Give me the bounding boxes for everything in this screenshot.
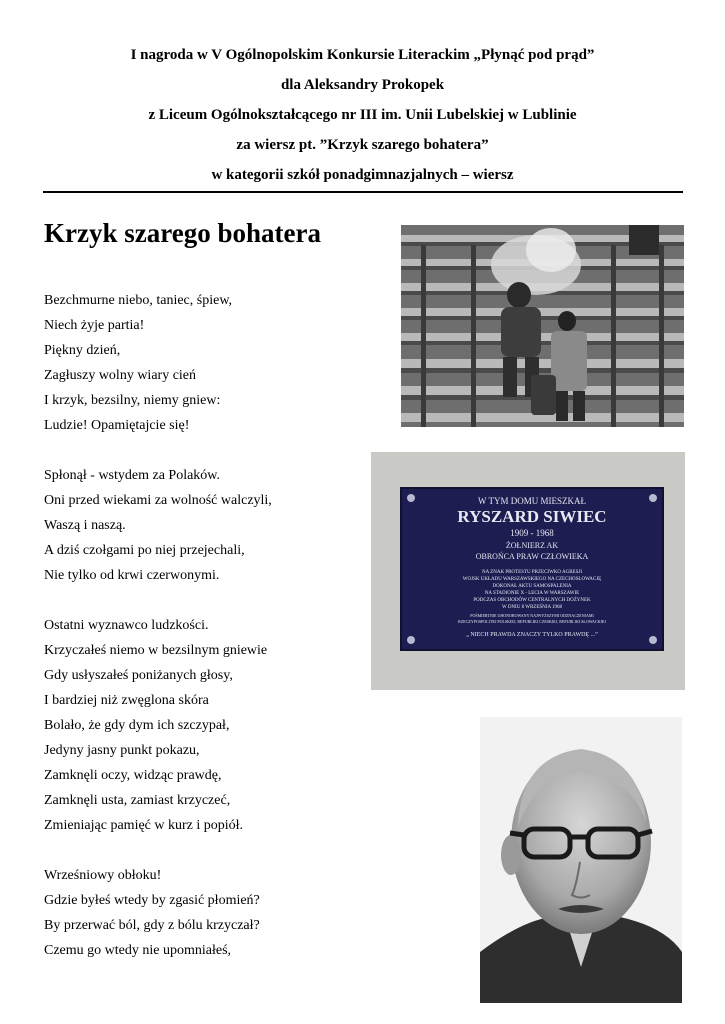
memorial-plaque-photo <box>371 452 685 690</box>
stanza <box>44 288 364 438</box>
header-line: za wiersz pt. ”Krzyk szarego bohatera” <box>236 137 489 153</box>
plaque-line: OBROŃCA PRAW CZŁOWIEKA <box>475 552 589 561</box>
verse-line: Jedyny jasny punkt pokazu, <box>44 743 200 758</box>
verse-line: Gdy usłyszałeś poniżanych głosy, <box>44 668 233 683</box>
stanza <box>44 863 364 963</box>
stanza <box>44 463 364 588</box>
plaque-small-line: NA ZNAK PROTESTU PRZECIWKO AGRESJI <box>481 570 583 575</box>
plaque-small-line: DOKONAŁ AKTU SAMOSPALENIA <box>492 584 572 589</box>
stanza <box>44 613 364 838</box>
poem-body <box>44 288 364 988</box>
stadium-photo <box>401 225 684 427</box>
verse-line: Bolało, że gdy dym ich szczypał, <box>44 718 230 733</box>
verse-line: Piękny dzień, <box>44 343 121 358</box>
verse-line: Wrześniowy obłoku! <box>44 868 162 883</box>
verse-line: A dziś czołgami po niej przejechali, <box>44 543 245 558</box>
header-line: dla Aleksandry Prokopek <box>280 77 445 93</box>
verse-line: Ludzie! Opamiętajcie się! <box>44 418 190 433</box>
plaque-small-line: W DNIU 8 WRZEŚNIA 1968 <box>501 605 563 610</box>
header-line: w kategorii szkół ponadgimnazjalnych – wiersz <box>211 167 514 183</box>
verse-line: I krzyk, bezsilny, niemy gniew: <box>44 393 221 408</box>
plaque-small-line: WOJSK UKŁADU WARSZAWSKIEGO NA CZECHOSŁOWACJĘ <box>462 577 602 582</box>
verse-line: Zmieniając pamięć w kurz i popiół. <box>44 818 244 833</box>
verse-line: Niech żyje partia! <box>44 318 145 333</box>
plaque-name: RYSZARD SIWIEC <box>457 507 607 526</box>
verse-line: Zamknęli usta, zamiast krzyczeć, <box>44 793 231 808</box>
plaque-award-line: POŚMIERTNIE UHONOROWANY NAJWYŻSZYMI ODZNACZENIAMI <box>470 613 594 618</box>
verse-line: Bezchmurne niebo, taniec, śpiew, <box>44 293 233 308</box>
verse-line: Zagłuszy wolny wiary cień <box>44 368 197 383</box>
verse-line: I bardziej niż zwęglona skóra <box>44 693 209 708</box>
verse-line: Oni przed wiekami za wolność walczyli, <box>44 493 272 508</box>
award-header <box>0 40 725 190</box>
verse-line: Krzyczałeś niemo w bezsilnym gniewie <box>44 643 268 658</box>
plaque-motto: „ NIECH PRAWDA ZNACZY TYLKO PRAWDĘ ...” <box>466 632 598 638</box>
plaque-years: 1909 - 1968 <box>510 528 554 538</box>
verse-line: Ostatni wyznawco ludzkości. <box>44 618 209 633</box>
plaque-small-line: PODCZAS OBCHODÓW CENTRALNYCH DOŻYNEK <box>473 598 591 603</box>
header-divider <box>43 191 683 193</box>
portrait-photo <box>480 717 682 1003</box>
verse-line: Nie tylko od krwi czerwonymi. <box>44 568 220 583</box>
verse-line: By przerwać ból, gdy z bólu krzyczał? <box>44 918 260 933</box>
plaque-award-line: RZECZYPOSPOLITEJ POLSKIEJ, REPUBLIKI CZESKIEJ, REPUBLIKI SŁOWACKIEJ <box>458 619 606 624</box>
header-line: z Liceum Ogólnokształcącego nr III im. Unii Lubelskiej w Lublinie <box>148 107 577 123</box>
poem-title: Krzyk szarego bohatera <box>44 218 321 248</box>
plaque-line: W TYM DOMU MIESZKAŁ <box>478 496 586 506</box>
verse-line: Spłonął - wstydem za Polaków. <box>44 468 221 483</box>
plaque-small-line: NA STADIONIE X - LECIA W WARSZAWIE <box>484 591 580 596</box>
verse-line: Gdzie byłeś wtedy by zgasić płomień? <box>44 893 260 908</box>
header-line: I nagroda w V Ogólnopolskim Konkursie Literackim „Płynąć pod prąd” <box>130 47 595 63</box>
verse-line: Waszą i naszą. <box>44 518 126 533</box>
plaque-line: ŻOŁNIERZ AK <box>505 541 559 550</box>
verse-line: Zamknęli oczy, widząc prawdę, <box>44 768 222 783</box>
verse-line: Czemu go wtedy nie upomniałeś, <box>44 943 232 958</box>
